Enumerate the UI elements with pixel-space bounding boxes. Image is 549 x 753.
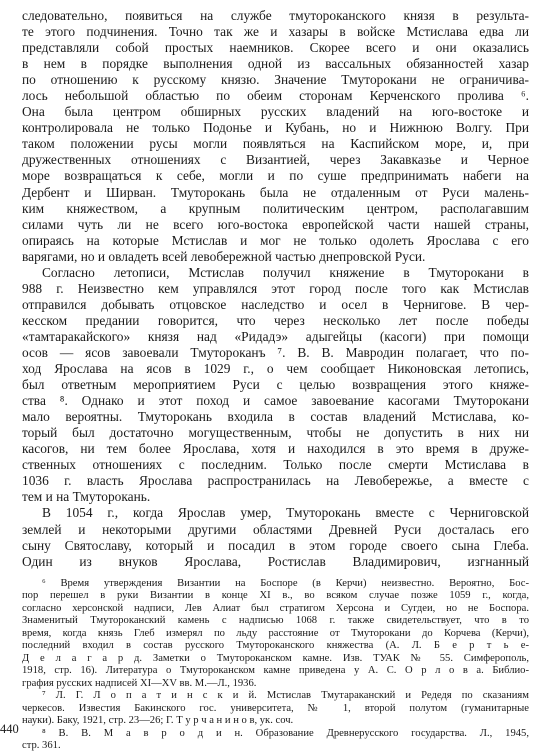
text-line: сыну Святославу, который и посадил в этом городе своего сына Глеба. bbox=[22, 537, 529, 553]
footnote-line: Знаменитый Тмутороканский камень с надписью 1068 г. также свидетельствует, что в то bbox=[22, 615, 529, 627]
text-line: ким княжеством, а крупным политическим центром, располагавшим bbox=[22, 200, 529, 216]
text-line: отправился добывать отцовское наследство и осел в Чернигове. В чер- bbox=[22, 296, 529, 312]
text-line: торый был достаточно могущественным, чтобы не допустить в них ни bbox=[22, 425, 529, 441]
text-line: ства ⁸. Однако и этот поход и самое завоевание касогами Тмуторокани bbox=[22, 393, 529, 409]
text-line: по отношению к русскому князю. Значение Тмуторокани не ограничива- bbox=[22, 72, 529, 88]
footnote-line: время, когда князь Глеб измерял по льду расстояние от Тмуторокани до Корчева (Керчи), bbox=[22, 627, 529, 639]
text-line: Один из внуков Ярослава, Ростислав Владимирович, изгнанный bbox=[22, 553, 529, 569]
text-line: касогов, ни тем более Ярослава, хотя и находился в это время в друже- bbox=[22, 441, 529, 457]
text-line: ственных отношениях с последним. Только после смерти Мстислава в bbox=[22, 457, 529, 473]
text-line: кесском предании говорится, что через несколько лет после победы bbox=[22, 312, 529, 328]
footnote-6 bbox=[22, 578, 529, 691]
text-line: ход Ярослава на ясов в 1029 г., о чем сообщает Никоновская летопись, bbox=[22, 361, 529, 377]
footnote-line: последний входил в состав русского Тмутороканского княжества (А. Л. Б е р т ь е- bbox=[22, 640, 529, 652]
text-line: силами чуть ли не всего юго-востока европейской части нашей страны, bbox=[22, 216, 529, 232]
text-line: осов — ясов завоевали Тмутороканъ ⁷. В. В. Мавродин полагает, что по- bbox=[22, 344, 529, 360]
text-line: следовательно, появиться на службе тмутороканского князя в результа- bbox=[22, 8, 529, 23]
text-line: мало вероятны. Тмуторокань входила в состав владений Мстислава, ко- bbox=[22, 409, 529, 425]
text-line: «тамтаракайского» князя над «Ридадэ» адыгейцы (касоги) при помощи bbox=[22, 328, 529, 344]
footnote-line: стр. 361. bbox=[22, 740, 61, 752]
footnote-line: ⁸ В. В. М а в р о д и н. Образование Древнерусского государства. Л., 1945, bbox=[42, 727, 529, 739]
footnote-line: Д е л а г а р д. Заметки о Тмутороканском камне. Изв. ТУАК № 55. Симферополь, bbox=[22, 652, 529, 664]
page-number: 440 bbox=[0, 722, 19, 736]
footnote-line: 1918, стр. 16). Литература о Тмутороканском камне приведена у А. С. О р л о в а. Библио- bbox=[22, 665, 529, 677]
text-line: те этого подчинения. Точно так же и хазары в войске Мстислава едва ли bbox=[22, 24, 529, 40]
text-line: был ответным мероприятием Руси с целью возвращения этого княже- bbox=[22, 377, 529, 393]
footnote-7 bbox=[22, 690, 529, 728]
text-line: Согласно летописи, Мстислав получил княжение в Тмуторокани в bbox=[42, 264, 529, 280]
text-line: варягами, но и овладеть всей левобережной частью днепровской Руси. bbox=[22, 248, 426, 264]
text-line: таком положении русы могли появляться на Каспийском море, и, при bbox=[22, 136, 529, 152]
footnote-separator bbox=[22, 574, 529, 575]
text-line: Она была центром обширных русских владений на юго-востоке и bbox=[22, 104, 529, 120]
footnote-line: науки). Баку, 1921, стр. 23—26; Г. Т у р ч а н и н о в, ук. соч. bbox=[22, 715, 294, 727]
text-line: 988 г. Неизвестно кем управлялся этот город после того как Мстислав bbox=[22, 280, 529, 296]
footnote-8 bbox=[22, 728, 529, 753]
text-line: опираясь на которые Мстислав и мог не только одолеть Ярослава с его bbox=[22, 232, 529, 248]
text-line: представляли собой простых наемников. Скорее всего и они оказались bbox=[22, 40, 529, 56]
footnote-line: черкесов. Известия Бакинского гос. университета, № 1, второй полутом (гуманитарные bbox=[22, 702, 529, 714]
text-line: Дербент и Ширван. Тмуторокань была не отдаленным от Руси малень- bbox=[22, 184, 529, 200]
footnote-line: графия русских надписей XI—XV вв. М.—Л., 1936. bbox=[22, 677, 257, 689]
paragraph-1 bbox=[22, 8, 529, 265]
footnote-line: согласно херсонской надписи, Лев Алиат был стратигом Херсона и Сугдеи, но не Боспора. bbox=[22, 602, 529, 614]
footnote-line: ⁷ Л. Г. Л о п а т и н с к и й. Мстислав Тмутараканский и Редедя по сказаниям bbox=[42, 690, 529, 702]
paragraph-3 bbox=[22, 505, 529, 569]
footnote-line: пор перешел в руки Византии в конце XI в., во всяком случае позже 1059 г., когда, bbox=[22, 590, 529, 602]
text-line: лось небольшой областью по обеим сторонам Керченского пролива ⁶. bbox=[22, 88, 529, 104]
text-line: 1036 г. власть Ярослава распространилась на Левобережье, а вместе с bbox=[22, 473, 529, 489]
text-line: тем и на Тмуторокань. bbox=[22, 489, 151, 505]
text-line: в нем в порядке выполнения одной из вассальных обязанностей хазар bbox=[22, 56, 529, 72]
text-line: дружественных отношениях с Византией, через Закавказье и Черное bbox=[22, 152, 529, 168]
text-line: море возвращаться к себе, могли и по суше предпринимать набеги на bbox=[22, 168, 529, 184]
page-body bbox=[22, 8, 529, 753]
text-line: контролировала не только Подонье и Кубань, но и Нижнюю Волгу. При bbox=[22, 120, 529, 136]
paragraph-2 bbox=[22, 265, 529, 506]
text-line: землей и некоторыми другими областями Древней Руси досталась его bbox=[22, 521, 529, 537]
text-line: В 1054 г., когда Ярослав умер, Тмуторокань вместе с Черниговской bbox=[42, 505, 529, 521]
footnote-line: ⁶ Время утверждения Византии на Боспоре (в Керчи) неизвестно. Вероятно, Бос- bbox=[42, 577, 529, 589]
